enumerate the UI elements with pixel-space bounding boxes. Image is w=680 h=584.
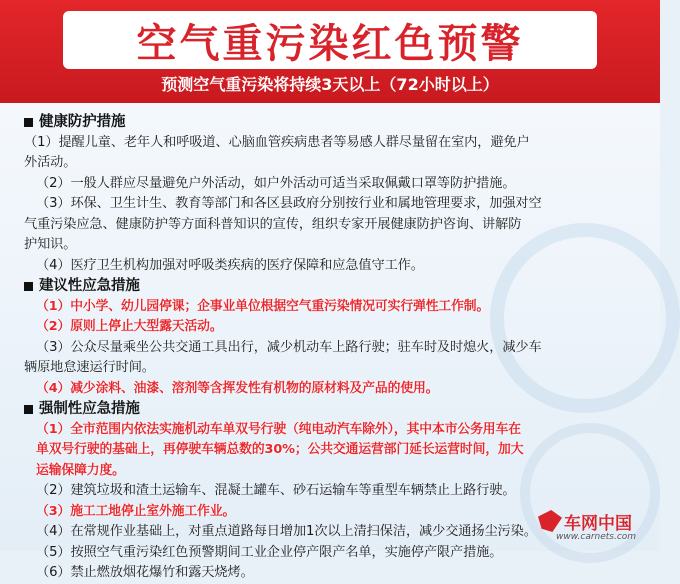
measure-line: （2）一般人群应尽量避免户外活动，如户外活动可适当采取佩戴口罩等防护措施。 [36, 175, 516, 191]
highlighted-measure-line: （2）原则上停止大型露天活动。 [36, 319, 223, 334]
measure-line: （4）在常规作业基础上，对重点道路每日增加1次以上清扫保洁，减少交通扬尘污染。 [36, 524, 537, 539]
measure-line: 气重污染应急、健康防护等方面科普知识的宣传，组织专家开展健康防护咨询、讲解防 [24, 216, 522, 232]
measure-line: （3）环保、卫生计生、教育等部门和各区县政府分别按行业和属地管理要求，加强对空 [36, 196, 542, 211]
highlighted-measure-line: （1）全市范围内依法实施机动车单双号行驶（纯电动汽车除外），其中本市公务用车在 [36, 421, 521, 437]
highlighted-measure-line: （4）减少涂料、油漆、溶剂等含挥发性有机物的原材料及产品的使用。 [36, 380, 439, 396]
highlighted-measure-line: （1）中小学、幼儿园停课；企事业单位根据空气重污染情况可实行弹性工作制。 [36, 298, 490, 314]
alert-banner [0, 0, 660, 103]
section-heading-text: 强制性应急措施 [39, 401, 140, 417]
highlighted-measure-line: 运输保障力度。 [36, 462, 125, 478]
measure-line: 辆原地怠速运行时间。 [24, 360, 155, 375]
section-heading-text: 健康防护措施 [39, 114, 126, 130]
page-title: 空气重污染红色预警 [136, 20, 524, 67]
section-heading [24, 276, 644, 297]
section-heading [24, 399, 644, 420]
highlighted-measure-line: （3）施工工地停止室外施工作业。 [36, 503, 236, 519]
measure-line: 外活动。 [24, 155, 77, 170]
logo-text: 车网中国 [564, 513, 632, 534]
logo-url: www.carnets.com [556, 532, 637, 542]
title-box [63, 11, 597, 69]
measure-line: （2）建筑垃圾和渣土运输车、混凝土罐车、砂石运输车等重型车辆禁止上路行驶。 [36, 483, 516, 498]
measure-line: （3）公众尽量乘坐公共交通工具出行，减少机动车上路行驶；驻车时及时熄火，减少车 [36, 339, 542, 355]
highlighted-measure-line: 单双号行驶的基础上，再停驶车辆总数的30%；公共交通运营部门延长运营时间，加大 [36, 442, 524, 457]
square-bullet-icon [24, 282, 33, 291]
section-heading [24, 112, 644, 133]
measure-line: （6）禁止燃放烟花爆竹和露天烧烤。 [36, 565, 254, 580]
measure-line: 护知识。 [24, 237, 77, 252]
section-heading-text: 建议性应急措施 [39, 278, 140, 294]
square-bullet-icon [24, 118, 33, 127]
square-bullet-icon [24, 405, 33, 414]
page-subtitle: 预测空气重污染将持续3天以上（72小时以上） [161, 75, 499, 94]
logo-mark-icon [538, 510, 562, 532]
logo [538, 508, 632, 534]
measure-line: （1）提醒儿童、老年人和呼吸道、心脑血管疾病患者等易感人群尽量留在室内，避免户 [24, 134, 530, 150]
measure-line: （5）按照空气重污染红色预警期间工业企业停产限产名单，实施停产限产措施。 [36, 544, 503, 560]
measure-line: （4）医疗卫生机构加强对呼吸类疾病的医疗保障和应急值守工作。 [36, 257, 424, 273]
